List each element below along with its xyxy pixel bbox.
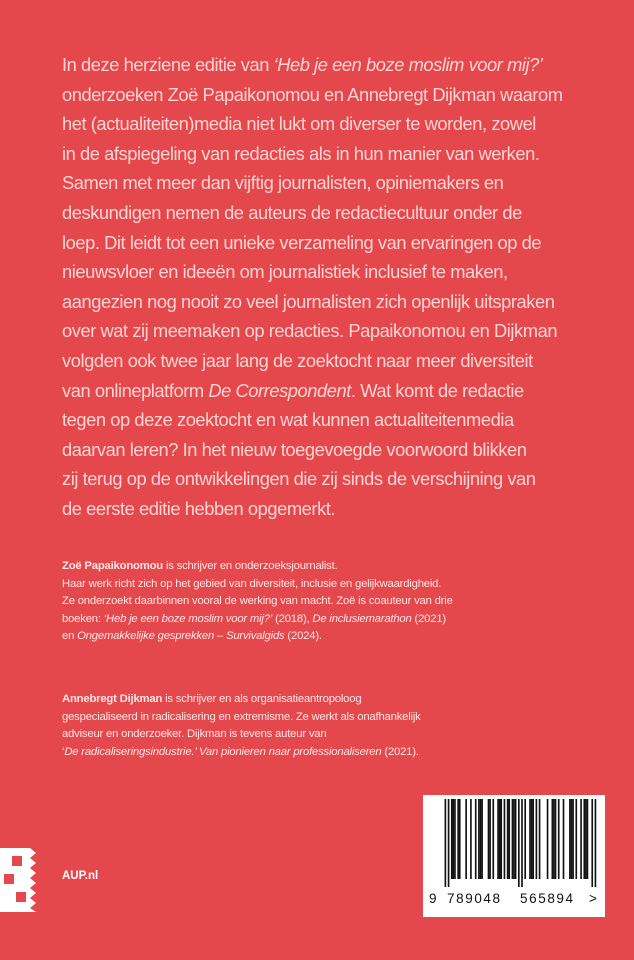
- barcode-bar: [531, 799, 533, 879]
- author-name: Annebregt Dijkman: [62, 693, 163, 705]
- barcode-bar: [513, 799, 515, 879]
- barcode-bar: [457, 799, 459, 879]
- barcode-bar: [445, 799, 447, 887]
- barcode-bar: [587, 799, 589, 879]
- barcode-bar: [583, 799, 585, 879]
- author-name: Zoë Papaikonomou: [62, 560, 163, 572]
- text-segment: deskundigen nemen de auteurs de redactiecultuur onder de: [62, 201, 522, 223]
- isbn-quiet-zone-mark: >: [589, 891, 599, 906]
- text-segment: boeken:: [62, 612, 104, 625]
- author-bio-dijkman: [62, 691, 602, 761]
- bio-line: [62, 611, 602, 629]
- bio-line: [62, 709, 602, 727]
- barcode-bar: [515, 799, 517, 879]
- barcode-bar: [470, 799, 472, 879]
- text-segment: is schrijver en als organisatieantropoloog: [162, 693, 362, 705]
- blurb-line: [62, 405, 594, 435]
- barcode-bar: [539, 799, 541, 879]
- isbn-left-group: 789048: [447, 891, 502, 906]
- blurb-line: [62, 80, 594, 110]
- bio-line: [62, 744, 602, 762]
- book-title: ‘Heb je een boze moslim voor mij?’: [273, 54, 543, 75]
- blurb-line: [62, 287, 594, 317]
- bio-line: [62, 558, 602, 576]
- text-segment: aangezien nog nooit zo veel journalisten zich openlijk uitspraken: [62, 290, 555, 312]
- barcode-bar: [524, 799, 526, 879]
- barcode-bar: [521, 799, 523, 887]
- barcode-bar: [558, 799, 560, 879]
- barcode-bar: [585, 799, 587, 879]
- barcode-bar: [591, 799, 593, 887]
- barcode-bar: [507, 799, 509, 879]
- barcode-bar: [536, 799, 538, 879]
- text-segment: over wat zij meemaken op redacties. Papaikonomou en Dijkman: [62, 320, 558, 342]
- isbn-right-group: 565894: [520, 891, 575, 906]
- text-segment: tegen op deze zoektocht en wat kunnen actualiteitenmedia: [62, 409, 514, 431]
- blurb-line: [62, 50, 594, 80]
- aup-logo-icon: [0, 848, 36, 912]
- blurb-line: [62, 228, 594, 258]
- text-segment: van onlineplatform: [62, 379, 209, 401]
- barcode-bar: [451, 799, 453, 879]
- barcode-bar: [555, 799, 557, 879]
- barcode-bar: [552, 799, 554, 879]
- text-segment: onderzoeken Zoë Papaikonomou en Annebregt Dijkman waarom: [62, 83, 563, 105]
- barcode-bar: [529, 799, 531, 879]
- barcode-bar: [580, 799, 582, 879]
- barcode-bar: [500, 799, 502, 879]
- blurb-line: [62, 435, 594, 465]
- blurb-line: [62, 139, 594, 169]
- barcode-bar: [465, 799, 467, 879]
- barcode-bar: [547, 799, 549, 879]
- bio-line: [62, 726, 602, 744]
- text-segment: Samen met meer dan vijftig journalisten, opiniemakers en: [62, 172, 504, 194]
- isbn-barcode: [423, 795, 605, 917]
- blurb-line: [62, 494, 594, 524]
- barcode-bar: [572, 799, 574, 879]
- back-cover-blurb: [62, 50, 594, 524]
- barcode-bar: [512, 799, 514, 879]
- barcode-bar: [499, 799, 501, 879]
- barcode-bar: [508, 799, 510, 879]
- text-segment: ‘: [62, 745, 65, 758]
- text-segment: in de afspiegeling van redacties als in hun manier van werken.: [62, 142, 540, 164]
- text-segment: is schrijver en onderzoeksjournalist.: [163, 560, 338, 572]
- publisher-website: AUP.nl: [62, 870, 99, 882]
- barcode-bar: [569, 799, 571, 879]
- blurb-line: [62, 109, 594, 139]
- book-title: ‘Heb je een boze moslim voor mij?’: [103, 612, 273, 625]
- barcode-bar: [492, 799, 494, 879]
- text-segment: de eerste editie hebben opgemerkt.: [62, 497, 336, 519]
- text-segment: en: [62, 630, 78, 643]
- bio-line: [62, 628, 602, 646]
- text-segment: het (actualiteiten)media niet lukt om diverser te worden, zowel: [62, 113, 536, 135]
- blurb-line: [62, 168, 594, 198]
- barcode-bar: [575, 799, 577, 879]
- text-segment: adviseur en onderzoeker. Dijkman is tevens auteur van: [62, 728, 327, 741]
- blurb-line: [62, 376, 594, 406]
- book-title: De Correspondent: [208, 379, 351, 401]
- isbn-prefix-digit: 9: [429, 891, 439, 906]
- text-segment: volgden ook twee jaar lang de zoektocht naar meer diversiteit: [62, 349, 533, 371]
- barcode-bar: [553, 799, 555, 879]
- barcode-bar: [475, 799, 477, 879]
- text-segment: gespecialiseerd in radicalisering en extremisme. Ze werkt als onafhankelijk: [62, 710, 421, 723]
- book-title: Ongemakkelijke gesprekken – Survivalgids: [77, 630, 285, 643]
- text-segment: nieuwsvloer en ideeën om journalistiek inclusief te maken,: [62, 261, 508, 283]
- barcode-bar: [454, 799, 456, 879]
- barcode-bar: [481, 799, 483, 879]
- barcode-bar: [480, 799, 482, 879]
- barcode-bar: [478, 799, 480, 879]
- barcode-bar: [497, 799, 499, 879]
- blurb-line: [62, 198, 594, 228]
- barcode-bar: [448, 799, 450, 887]
- barcode-bar: [459, 799, 461, 879]
- text-segment: . Wat komt de redactie: [350, 379, 524, 401]
- author-bio-papaikonomou: [62, 558, 602, 646]
- barcode-bar: [504, 799, 506, 879]
- barcode-bar: [489, 799, 491, 879]
- barcode-bar: [518, 799, 520, 887]
- bio-line: [62, 691, 602, 709]
- blurb-line: [62, 257, 594, 287]
- text-segment: Ze onderzoekt daarbinnen vooral de werking van macht. Zoë is coauteur van drie: [62, 595, 453, 608]
- barcode-bar: [571, 799, 573, 879]
- text-segment: In deze herziene editie van: [62, 54, 274, 75]
- bio-line: [62, 593, 602, 611]
- bio-line: [62, 576, 602, 594]
- text-segment: (2021): [411, 612, 446, 625]
- barcode-bar: [595, 799, 597, 887]
- text-segment: daarvan leren? In het nieuw toegevoegde voorwoord blikken: [62, 438, 527, 460]
- text-segment: zij terug op de ontwikkelingen die zij sinds de verschijning van: [62, 468, 536, 490]
- barcode-bar: [563, 799, 565, 879]
- blurb-line: [62, 346, 594, 376]
- barcode-bar: [488, 799, 490, 879]
- barcode-bar: [532, 799, 534, 879]
- blurb-line: [62, 464, 594, 494]
- text-segment: Haar werk richt zich op het gebied van diversiteit, inclusie en gelijkwaardigheid.: [62, 577, 442, 590]
- text-segment: (2018),: [272, 612, 313, 625]
- book-title: De inclusiemarathon: [312, 612, 412, 625]
- blurb-line: [62, 316, 594, 346]
- book-title: De radicaliseringsindustrie.’ Van pionieren naar professionaliseren: [64, 745, 382, 758]
- text-segment: (2024).: [284, 630, 322, 643]
- text-segment: (2021).: [381, 745, 419, 758]
- barcode-bars: [427, 799, 601, 887]
- text-segment: loep. Dit leidt tot een unieke verzameling van ervaringen op de: [62, 231, 542, 253]
- barcode-bar: [453, 799, 455, 879]
